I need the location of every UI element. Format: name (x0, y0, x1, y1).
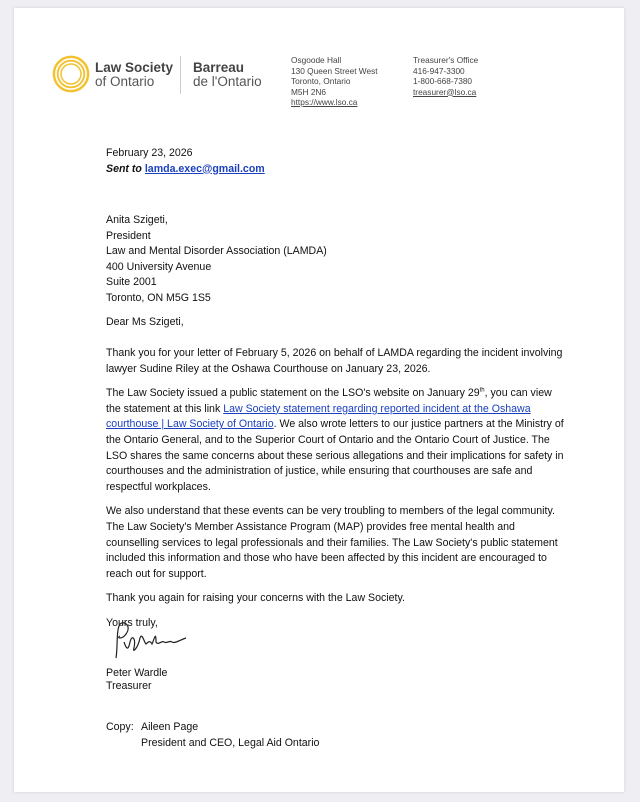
email-link[interactable]: treasurer@lso.ca (413, 86, 477, 97)
recipient-address: Anita Szigeti, President Law and Mental Disorder Association (LAMDA) 400 University Avenue Suite 2001 Toronto, ON M5G 1S5 (106, 214, 327, 304)
letter-body: Thank you for your letter of February 5, 2026 on behalf of LAMDA regarding the incident involving lawyer Sudine Riley at the Oshawa Courthouse on January 23, 2026. The Law Society issued a public statement on the LSO's website on January 29th, you can view the statement at this link Law Society statement regarding reported incident at the Oshawa courthouse | Law Society of Ontario. We also wrote letters to our justice partners at the Ministry of the Ontario General, and to the Superior Court of Ontario and the Ontario Court of Justice. The LSO shares the same concerns about these serious allegations and their implications for safety in courthouses and the administration of justice, while ensuring that courthouses are safe and respectful workplaces. We also understand that these events can be very troubling to members of the legal community. The Law Society's Member Assistance Program (MAP) provides free mental health and counselling services to legal professionals and their families. The Law Society's public statement included this information and those who have been affected by this incident are encouraged to reach out for support. Thank you again for raising your concerns with the Law Society. Yours truly, (106, 346, 566, 632)
sent-to-email[interactable]: lamda.exec@gmail.com (144, 162, 265, 175)
signature (110, 618, 192, 664)
closing: Yours truly, (106, 616, 158, 629)
address-block: Osgoode Hall 130 Queen Street West Toronto, Ontario M5H 2N6 https://www.lso.ca (291, 55, 378, 107)
divider (180, 56, 181, 94)
signer-block: Peter Wardle Treasurer (106, 667, 168, 692)
copy-block: Copy: Aileen Page President and CEO, Legal Aid Ontario (106, 721, 320, 749)
website-link[interactable]: https://www.lso.ca (291, 97, 358, 107)
org-name-fr: Barreau de l'Ontario (193, 60, 262, 89)
lso-logo-icon (52, 55, 90, 93)
date: February 23, 2026 (106, 147, 193, 159)
office-block: Treasurer's Office 416-947-3300 1-800-668-7380 treasurer@lso.ca (413, 55, 479, 97)
org-name-en: Law Society of Ontario (95, 60, 174, 89)
date-block: February 23, 2026 Sent to lamda.exec@gmail.com (106, 146, 566, 177)
salutation: Dear Ms Szigeti, (106, 316, 184, 328)
statement-link[interactable]: Law Society statement regarding reported incident at the Oshawa courthouse | Law Society of Ontario (106, 402, 531, 431)
